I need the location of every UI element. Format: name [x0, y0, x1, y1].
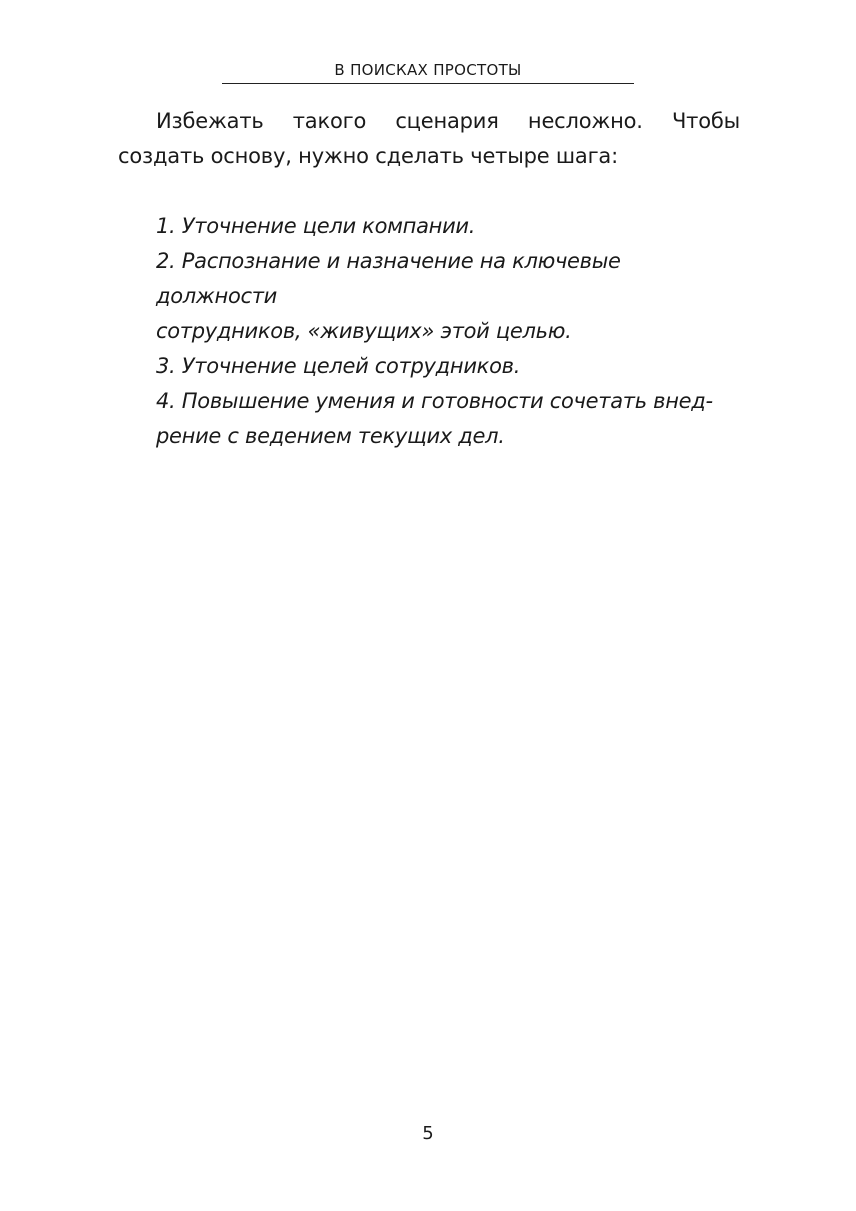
step-4-line-2: рение с ведением текущих дел. [156, 424, 505, 448]
page-number: 5 [422, 1123, 434, 1144]
intro-paragraph: Избежать такого сценария несложно. Чтобы создать основу, нужно сделать четыре шага: [118, 109, 740, 168]
running-header-title: В ПОИСКАХ ПРОСТОТЫ [222, 58, 634, 84]
step-2-line-1: 2. Распознание и назначение на ключевые должности [156, 249, 621, 308]
step-3-line-1: 3. Уточнение целей сотрудников. [156, 354, 521, 378]
step-1-line-1: 1. Уточнение цели компании. [156, 214, 476, 238]
step-4-line-1: 4. Повышение умения и готовности сочетать внед- [156, 389, 713, 413]
step-2-line-2: сотрудников, «живущих» этой целью. [156, 319, 572, 343]
steps-list [156, 209, 746, 454]
